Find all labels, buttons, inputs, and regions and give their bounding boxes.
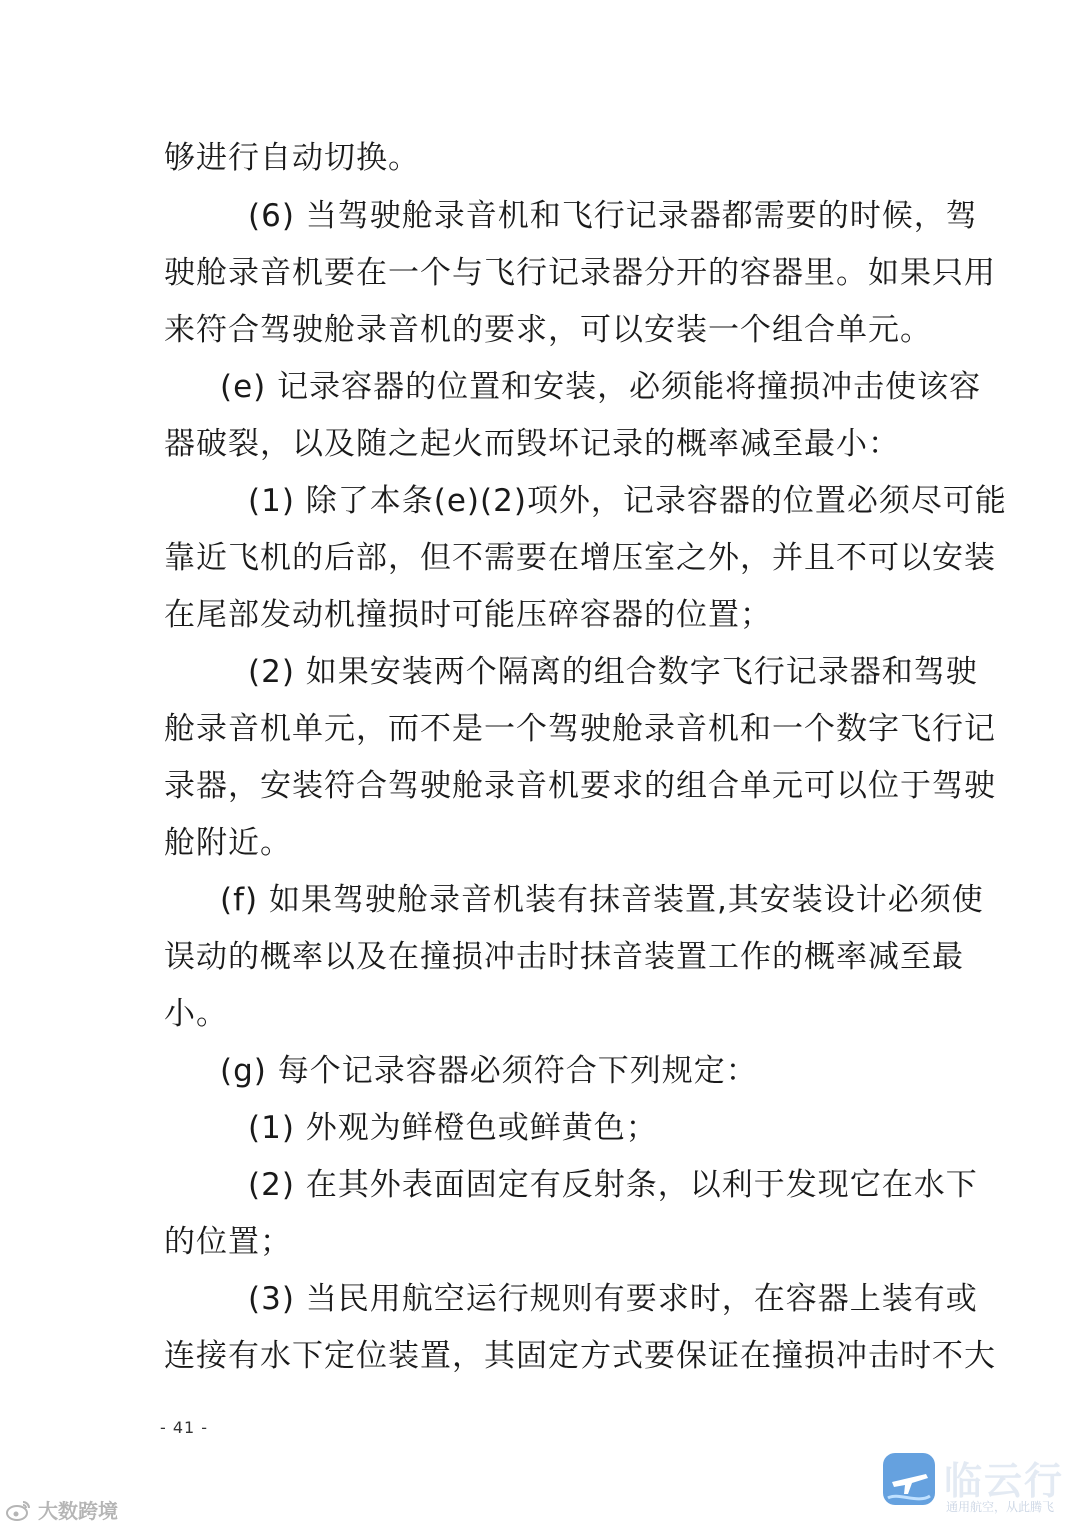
text-line: 靠近飞机的后部，但不需要在增压室之外，并且不可以安装: [164, 540, 996, 576]
watermark-left: [6, 1495, 118, 1524]
text-line: 舱录音机单元，而不是一个驾驶舱录音机和一个数字飞行记: [164, 711, 996, 747]
text-line: 连接有水下定位装置，其固定方式要保证在撞损冲击时不大: [164, 1338, 996, 1374]
page-number: - 41 -: [160, 1418, 209, 1437]
text-line: (3) 当民用航空运行规则有要求时，在容器上装有或: [248, 1281, 978, 1317]
weibo-icon: [6, 1499, 32, 1521]
watermark-right: [882, 1448, 1072, 1520]
text-line: 误动的概率以及在撞损冲击时抹音装置工作的概率减至最: [164, 939, 964, 975]
text-line: 舱附近。: [164, 825, 292, 861]
text-line: (g) 每个记录容器必须符合下列规定：: [220, 1053, 758, 1089]
text-line: 器破裂，以及随之起火而毁坏记录的概率减至最小：: [164, 426, 900, 462]
text-line: (1) 除了本条(e)(2)项外，记录容器的位置必须尽可能: [248, 483, 1007, 519]
text-line: (6) 当驾驶舱录音机和飞行记录器都需要的时候，驾: [248, 198, 978, 234]
text-line: 够进行自动切换。: [164, 140, 420, 176]
text-line: 的位置；: [164, 1224, 292, 1260]
text-line: 在尾部发动机撞损时可能压碎容器的位置；: [164, 597, 772, 633]
text-line: 驶舱录音机要在一个与飞行记录器分开的容器里。如果只用: [164, 255, 996, 291]
watermark-slogan: 通用航空，从此腾飞: [946, 1500, 1055, 1514]
text-line: 录器，安装符合驾驶舱录音机要求的组合单元可以位于驾驶: [164, 768, 996, 804]
text-line: (1) 外观为鲜橙色或鲜黄色；: [248, 1110, 658, 1146]
text-line: (2) 在其外表面固定有反射条，以利于发现它在水下: [248, 1167, 978, 1203]
text-line: (f) 如果驾驶舱录音机装有抹音装置,其安装设计必须使: [220, 882, 984, 918]
text-line: 来符合驾驶舱录音机的要求，可以安装一个组合单元。: [164, 312, 932, 348]
text-line: (2) 如果安装两个隔离的组合数字飞行记录器和驾驶: [248, 654, 978, 690]
watermark-brand: 临云行: [944, 1459, 1065, 1503]
watermark-left-text: 大数跨境: [38, 1499, 118, 1523]
text-line: 小。: [164, 996, 228, 1032]
text-line: (e) 记录容器的位置和安装，必须能将撞损冲击使该容: [220, 369, 982, 405]
airplane-logo-icon: [882, 1452, 936, 1506]
